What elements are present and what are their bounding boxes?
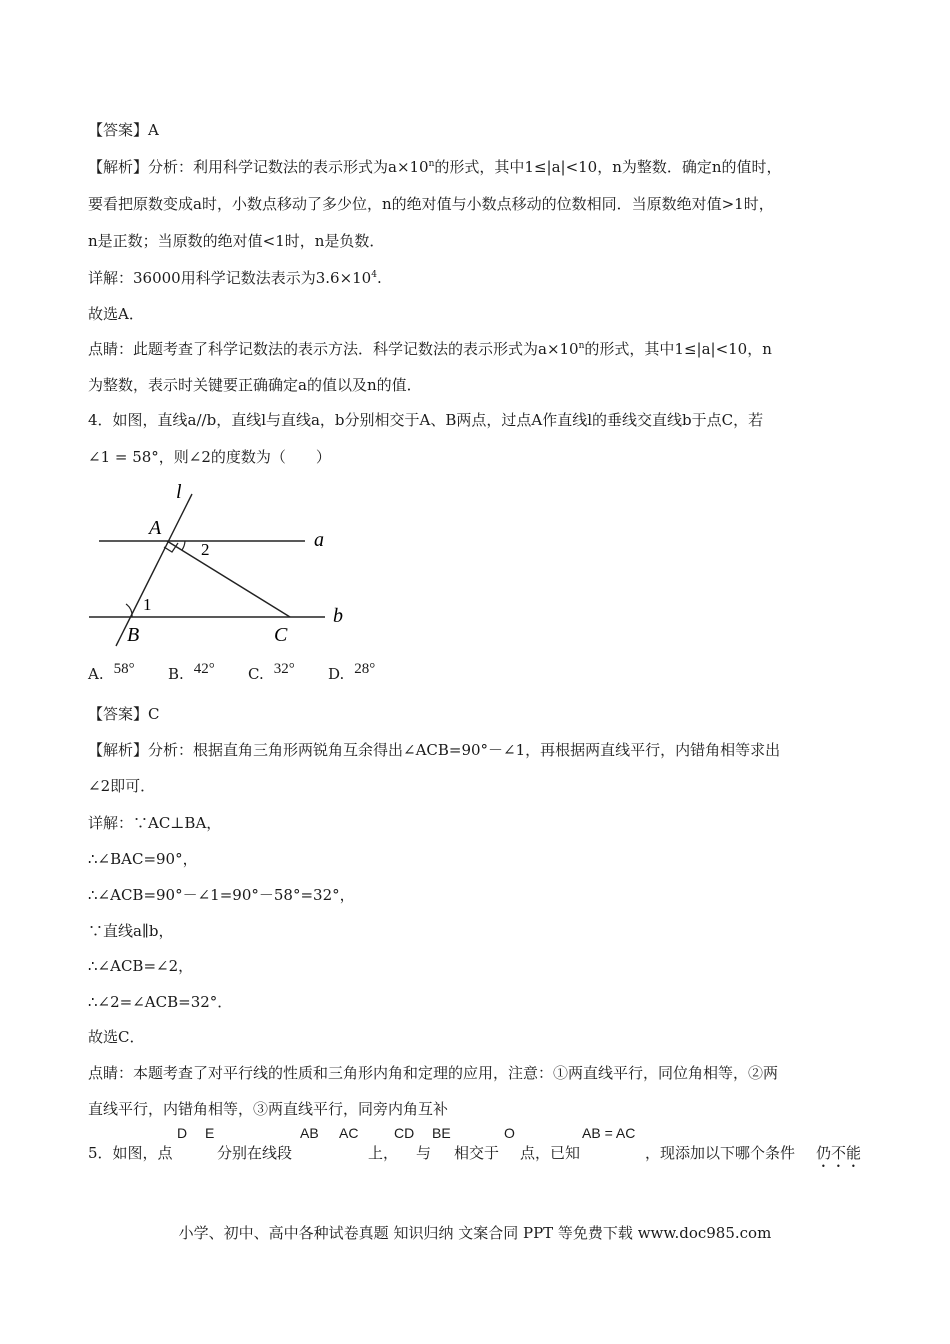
q5-text-5: 相交于 <box>454 1144 500 1162</box>
label-2: 2 <box>201 540 210 559</box>
q5-emphasis: 仍不能 <box>816 1144 862 1162</box>
q5-seg-BE: BE <box>432 1125 451 1141</box>
q5-text-6: 点，已知 <box>520 1144 581 1162</box>
question5-line <box>88 1125 868 1165</box>
q5-text-4: 与 <box>416 1144 432 1162</box>
analysis-line-3: n是正数；当原数的绝对值<1时，n是负数． <box>88 232 385 250</box>
option-d[interactable]: D. 28° <box>328 661 376 683</box>
label-B: B <box>127 624 140 646</box>
label-A: A <box>149 517 162 539</box>
q4-step-6: ∴∠2=∠ACB=32°． <box>88 993 233 1011</box>
q5-seg-CD: CD <box>394 1125 415 1141</box>
choose-line-q4: 故选C． <box>88 1028 145 1046</box>
analysis-line-2: 要看把原数变成a时，小数点移动了多少位，n的绝对值与小数点移动的位数相同．当原数绝对值>1时， <box>88 195 774 213</box>
label-a: a <box>314 529 324 551</box>
geometry-figure <box>85 476 355 656</box>
q5-text-3: 上， <box>368 1144 399 1162</box>
q4-analysis-line-1: 【解析】分析：根据直角三角形两锐角互余得出∠ACB=90°－∠1，再根据两直线平行，内错角相等求出 <box>88 741 781 759</box>
q4-comment-line-1: 点睛：本题考查了对平行线的性质和三角形内角和定理的应用，注意：①两直线平行，同位角相等，②两 <box>88 1064 779 1082</box>
q4-analysis-line-2: ∠2即可． <box>88 777 156 795</box>
choose-line-q3: 故选A． <box>88 305 144 323</box>
q5-point-D: D <box>177 1125 188 1141</box>
angle-2-arc <box>182 541 185 550</box>
q5-text-7: ，现添加以下哪个条件 <box>645 1144 796 1162</box>
detail-line: 详解：36000用科学记数法表示为$3.6\times 10^4$. <box>88 269 382 287</box>
option-a[interactable]: A. 58° <box>88 661 135 683</box>
segment-ac <box>167 541 290 617</box>
q5-prefix: 5．如图，点 <box>88 1144 173 1162</box>
q5-seg-AC: AC <box>339 1125 359 1141</box>
q5-condition: AB = AC <box>582 1125 636 1141</box>
label-l: l <box>176 481 182 503</box>
q4-step-1: 详解：∵AC⊥BA， <box>88 814 222 832</box>
label-b: b <box>333 605 343 627</box>
option-b[interactable]: B. 42° <box>168 661 215 683</box>
analysis-line-1: 【解析】分析：利用科学记数法的表示形式为$a\times 10^n$的形式，其中1≤|a|<10，n为整数．确定n的值时， <box>88 158 782 176</box>
comment-line-2: 为整数，表示时关键要正确确定a的值以及n的值． <box>88 376 422 394</box>
question4-line-2: ∠1 = 58°，则∠2的度数为（ ） <box>88 448 331 466</box>
comment-line-1: 点睛：此题考查了科学记数法的表示方法．科学记数法的表示形式为$a\times 10^n$的形式，其中1≤|a|<10，n <box>88 340 772 358</box>
q5-text-2: 分别在线段 <box>217 1144 293 1162</box>
q4-step-2: ∴∠BAC=90°， <box>88 850 198 868</box>
q4-comment-line-2: 直线平行，内错角相等，③两直线平行，同旁内角互补 <box>88 1100 449 1118</box>
page-footer: 小学、初中、高中各种试卷真题 知识归纳 文案合同 PPT 等免费下载 www.doc985.com <box>178 1224 772 1242</box>
q4-step-4: ∵直线a∥b， <box>88 922 174 940</box>
option-c[interactable]: C. 32° <box>248 661 295 683</box>
q5-point-E: E <box>205 1125 215 1141</box>
q5-seg-AB: AB <box>300 1125 319 1141</box>
label-C: C <box>274 624 288 646</box>
answer-line-q3: 【答案】A <box>88 121 159 139</box>
q4-step-3: ∴∠ACB=90°－∠1=90°－58°=32°， <box>88 886 355 904</box>
label-1: 1 <box>143 595 152 614</box>
q4-step-5: ∴∠ACB=∠2， <box>88 957 194 975</box>
q5-point-O: O <box>504 1125 515 1141</box>
question4-line-1: 4．如图，直线a//b，直线l与直线a，b分别相交于A、B两点，过点A作直线l的垂线交直线b于点C，若 <box>88 411 764 429</box>
answer-line-q4: 【答案】C <box>88 705 160 723</box>
